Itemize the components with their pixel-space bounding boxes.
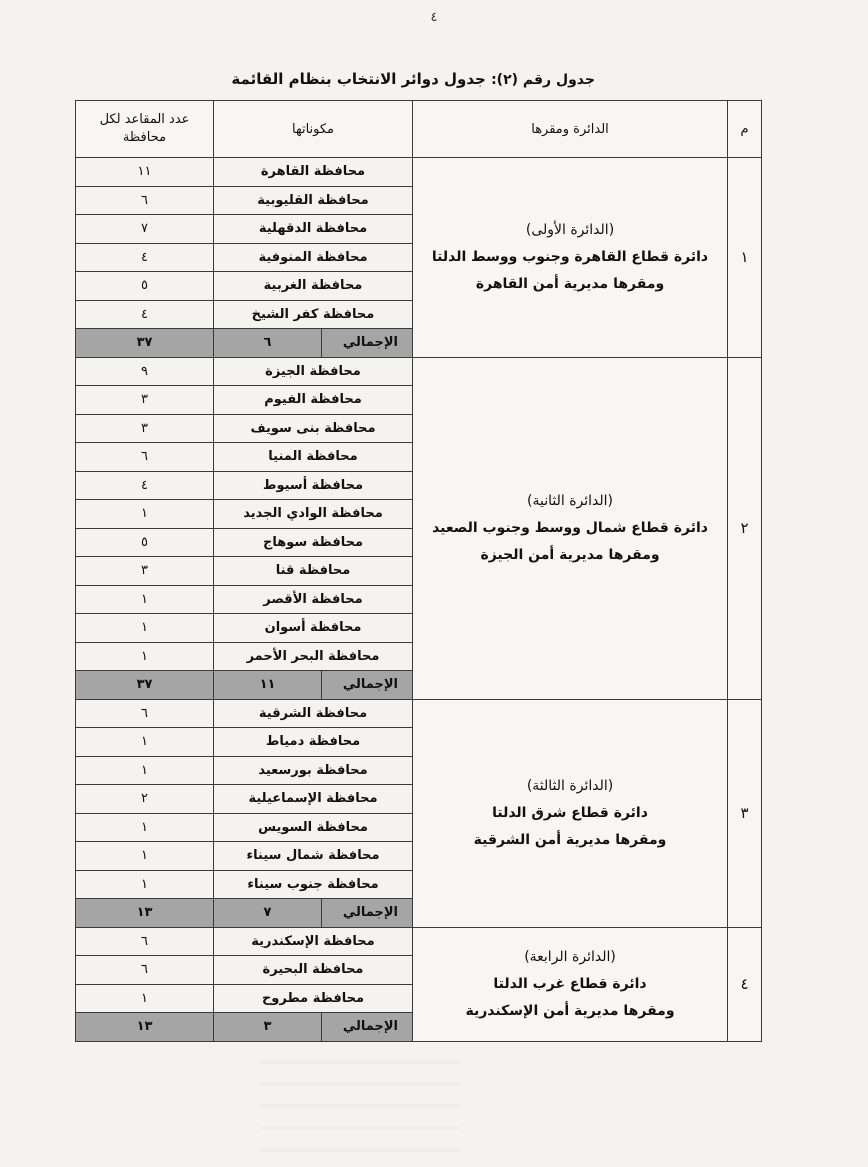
governorate-seats: ٣ bbox=[76, 386, 214, 415]
table-title-text: جدول دوائر الانتخاب بنظام القائمة bbox=[231, 70, 486, 88]
governorate-seats: ١ bbox=[76, 842, 214, 871]
district-headquarters: ومقرها مديرية أمن القاهرة bbox=[475, 275, 665, 292]
governorate-name: محافظة مطروح bbox=[214, 984, 413, 1013]
district-area: دائرة قطاع شرق الدلتا bbox=[492, 804, 648, 821]
governorate-seats: ٦ bbox=[76, 699, 214, 728]
governorate-seats: ١ bbox=[76, 614, 214, 643]
header-num: م bbox=[728, 101, 762, 158]
district-description bbox=[413, 158, 728, 358]
governorate-seats: ٤ bbox=[76, 243, 214, 272]
governorate-name: محافظة السويس bbox=[214, 813, 413, 842]
header-seats-line2: محافظة bbox=[122, 130, 167, 145]
governorate-seats: ٩ bbox=[76, 357, 214, 386]
governorate-name: محافظة الإسكندرية bbox=[214, 927, 413, 956]
governorate-name: محافظة البحر الأحمر bbox=[214, 642, 413, 671]
governorate-seats: ٦ bbox=[76, 956, 214, 985]
governorate-seats: ١١ bbox=[76, 158, 214, 187]
governorate-name: محافظة الغربية bbox=[214, 272, 413, 301]
district-headquarters: ومقرها مديرية أمن الجيزة bbox=[480, 546, 660, 563]
governorate-name: محافظة أسيوط bbox=[214, 471, 413, 500]
governorate-row bbox=[76, 357, 762, 386]
governorate-seats: ٥ bbox=[76, 272, 214, 301]
governorate-name: محافظة البحيرة bbox=[214, 956, 413, 985]
page-number: ٤ bbox=[430, 10, 438, 25]
total-seats: ١٣ bbox=[76, 899, 214, 928]
governorate-seats: ١ bbox=[76, 984, 214, 1013]
total-label: الإجمالي bbox=[322, 1013, 413, 1042]
header-components: مكوناتها bbox=[214, 101, 413, 158]
table-title-ref: جدول رقم (٢): bbox=[491, 72, 595, 88]
governorate-name: محافظة سوهاج bbox=[214, 528, 413, 557]
total-governorate-count: ٣ bbox=[214, 1013, 322, 1042]
district-name: (الدائرة الأولى) bbox=[525, 221, 615, 238]
governorate-name: محافظة المنيا bbox=[214, 443, 413, 472]
districts-table bbox=[75, 100, 762, 1042]
table-title bbox=[75, 70, 595, 88]
governorate-seats: ٦ bbox=[76, 186, 214, 215]
governorate-seats: ١ bbox=[76, 728, 214, 757]
governorate-name: محافظة شمال سيناء bbox=[214, 842, 413, 871]
governorate-seats: ٢ bbox=[76, 785, 214, 814]
governorate-seats: ١ bbox=[76, 585, 214, 614]
total-label: الإجمالي bbox=[322, 899, 413, 928]
governorate-name: محافظة بورسعيد bbox=[214, 756, 413, 785]
governorate-name: محافظة المنوفية bbox=[214, 243, 413, 272]
governorate-seats: ١ bbox=[76, 870, 214, 899]
total-seats: ٣٧ bbox=[76, 329, 214, 358]
governorate-seats: ٦ bbox=[76, 927, 214, 956]
governorate-seats: ٤ bbox=[76, 300, 214, 329]
scan-artifact bbox=[260, 1060, 460, 1160]
governorate-seats: ٣ bbox=[76, 557, 214, 586]
governorate-row bbox=[76, 699, 762, 728]
governorate-seats: ٥ bbox=[76, 528, 214, 557]
district-area: دائرة قطاع القاهرة وجنوب ووسط الدلتا bbox=[431, 248, 709, 265]
governorate-seats: ٣ bbox=[76, 414, 214, 443]
governorate-name: محافظة الأقصر bbox=[214, 585, 413, 614]
table-body bbox=[76, 158, 762, 1042]
governorate-row bbox=[76, 927, 762, 956]
governorate-name: محافظة أسوان bbox=[214, 614, 413, 643]
governorate-name: محافظة الدقهلية bbox=[214, 215, 413, 244]
district-number: ٤ bbox=[728, 927, 762, 1041]
total-governorate-count: ١١ bbox=[214, 671, 322, 700]
district-headquarters: ومقرها مديرية أمن الشرقية bbox=[473, 831, 667, 848]
header-seats bbox=[76, 101, 214, 158]
governorate-name: محافظة القليوبية bbox=[214, 186, 413, 215]
district-number: ٣ bbox=[728, 699, 762, 927]
governorate-name: محافظة قنا bbox=[214, 557, 413, 586]
governorate-name: محافظة الجيزة bbox=[214, 357, 413, 386]
total-governorate-count: ٦ bbox=[214, 329, 322, 358]
governorate-name: محافظة الوادي الجديد bbox=[214, 500, 413, 529]
governorate-seats: ٧ bbox=[76, 215, 214, 244]
governorate-name: محافظة الفيوم bbox=[214, 386, 413, 415]
governorate-seats: ١ bbox=[76, 642, 214, 671]
district-description bbox=[413, 699, 728, 927]
governorate-seats: ٤ bbox=[76, 471, 214, 500]
total-seats: ١٣ bbox=[76, 1013, 214, 1042]
district-number: ١ bbox=[728, 158, 762, 358]
total-governorate-count: ٧ bbox=[214, 899, 322, 928]
district-name: (الدائرة الثانية) bbox=[527, 492, 614, 509]
governorate-seats: ١ bbox=[76, 813, 214, 842]
total-label: الإجمالي bbox=[322, 329, 413, 358]
district-name: (الدائرة الثالثة) bbox=[526, 777, 614, 794]
governorate-name: محافظة القاهرة bbox=[214, 158, 413, 187]
district-area: دائرة قطاع شمال ووسط وجنوب الصعيد bbox=[432, 519, 708, 536]
total-seats: ٣٧ bbox=[76, 671, 214, 700]
governorate-name: محافظة بنى سويف bbox=[214, 414, 413, 443]
total-label: الإجمالي bbox=[322, 671, 413, 700]
governorate-name: محافظة الشرقية bbox=[214, 699, 413, 728]
table-header-row bbox=[76, 101, 762, 158]
district-area: دائرة قطاع غرب الدلتا bbox=[493, 975, 647, 992]
governorate-name: محافظة الإسماعيلية bbox=[214, 785, 413, 814]
district-description bbox=[413, 927, 728, 1041]
district-headquarters: ومقرها مديرية أمن الإسكندرية bbox=[465, 1002, 675, 1019]
governorate-name: محافظة كفر الشيخ bbox=[214, 300, 413, 329]
governorate-seats: ٦ bbox=[76, 443, 214, 472]
governorate-seats: ١ bbox=[76, 500, 214, 529]
header-seats-line1: عدد المقاعد لكل bbox=[99, 112, 190, 127]
district-description bbox=[413, 357, 728, 699]
governorate-name: محافظة دمياط bbox=[214, 728, 413, 757]
district-number: ٢ bbox=[728, 357, 762, 699]
governorate-name: محافظة جنوب سيناء bbox=[214, 870, 413, 899]
header-district: الدائرة ومقرها bbox=[413, 101, 728, 158]
governorate-row bbox=[76, 158, 762, 187]
district-name: (الدائرة الرابعة) bbox=[524, 948, 616, 965]
governorate-seats: ١ bbox=[76, 756, 214, 785]
